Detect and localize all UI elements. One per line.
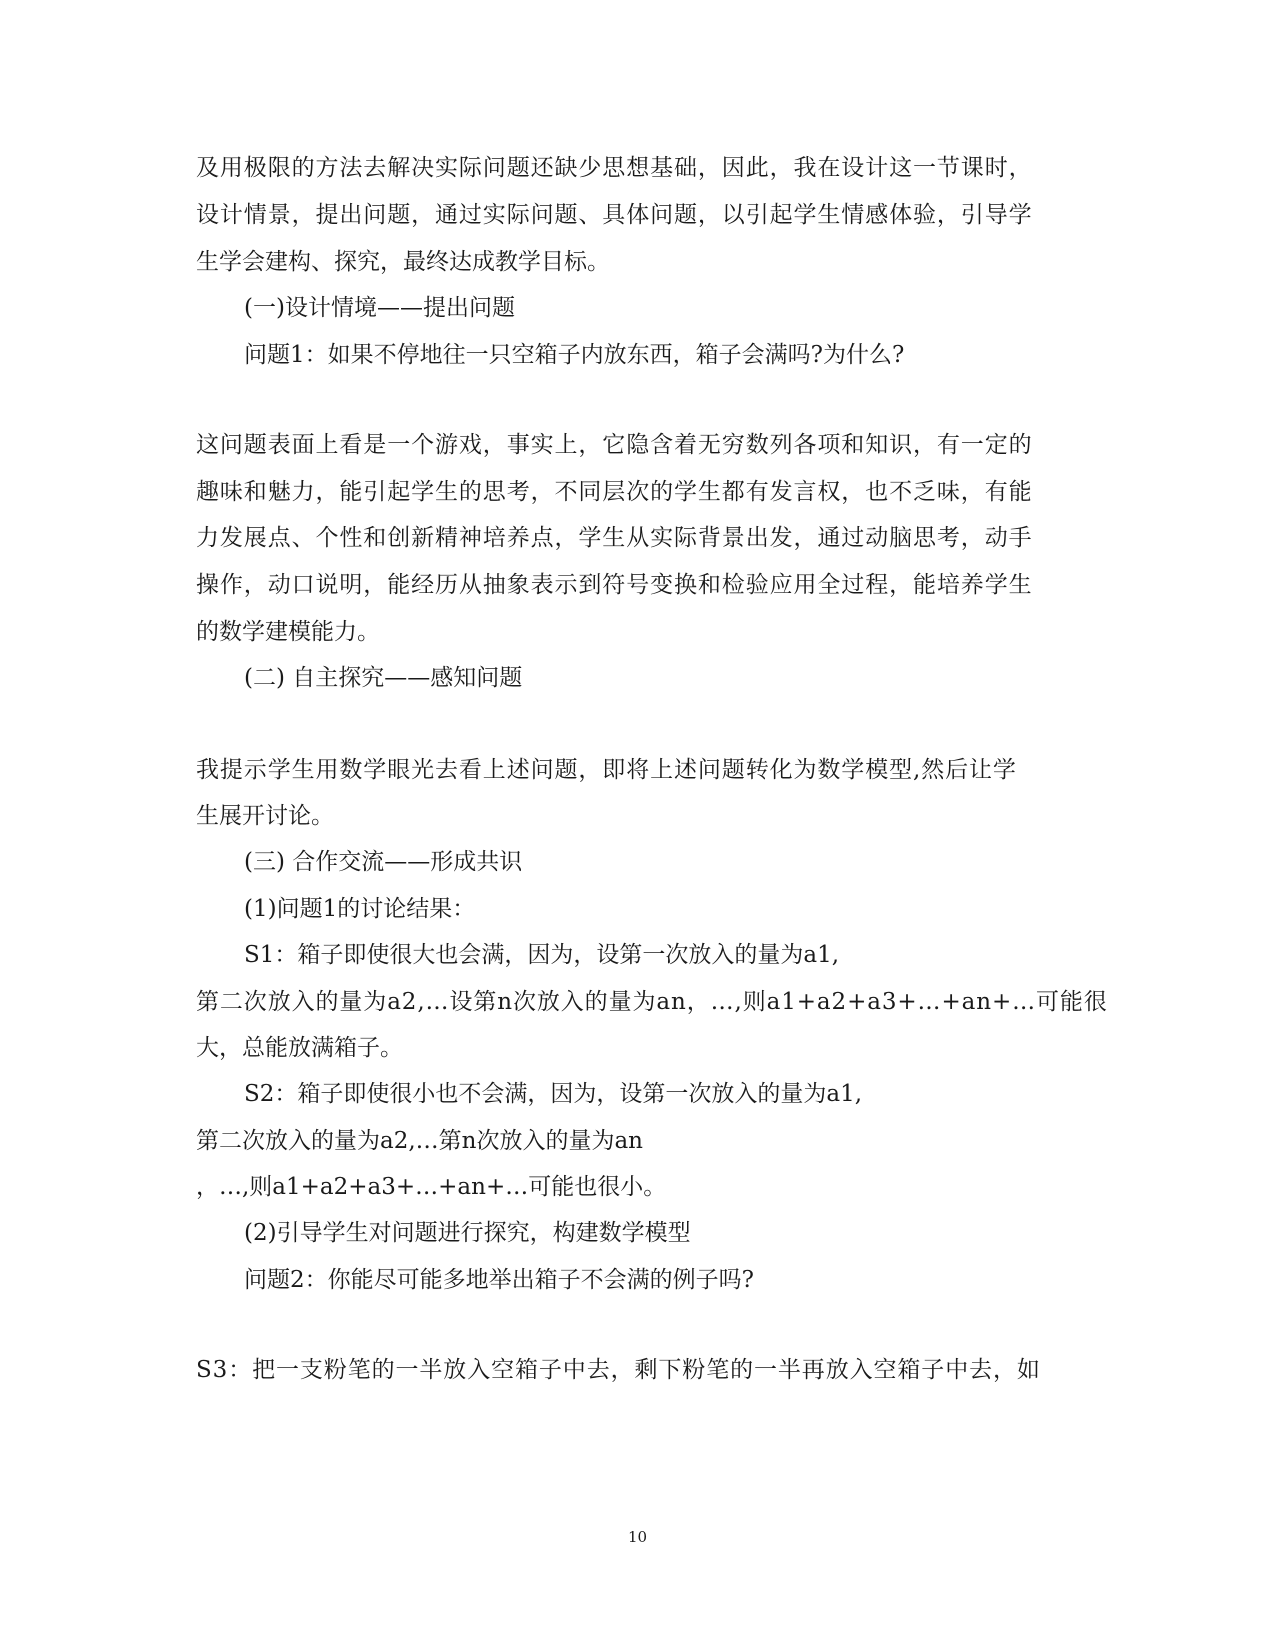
paragraph-line: 及用极限的方法去解决实际问题还缺少思想基础，因此，我在设计这一节课时，: [196, 155, 1033, 181]
paragraph-line: 趣味和魅力，能引起学生的思考，不同层次的学生都有发言权，也不乏味，有能: [196, 479, 1033, 505]
paragraph-line: S3：把一支粉笔的一半放入空箱子中去，剩下粉笔的一半再放入空箱子中去，如: [196, 1357, 1041, 1383]
subsection-heading: (2)引导学生对问题进行探究，构建数学模型: [244, 1220, 691, 1246]
paragraph-line: ，…,则a1+a2+a3+…+an+…可能也很小。: [196, 1174, 667, 1200]
paragraph-line: 生展开讨论。: [196, 803, 334, 829]
paragraph-line: 我提示学生用数学眼光去看上述问题，即将上述问题转化为数学模型,然后让学: [196, 757, 1017, 783]
paragraph-line: 设计情景，提出问题，通过实际问题、具体问题，以引起学生情感体验，引导学: [196, 202, 1033, 228]
paragraph-line: S1：箱子即使很大也会满，因为，设第一次放入的量为a1,: [244, 942, 840, 968]
paragraph-line: 生学会建构、探究，最终达成教学目标。: [196, 249, 610, 275]
question-line: 问题1：如果不停地往一只空箱子内放东西，箱子会满吗?为什么?: [244, 342, 905, 368]
paragraph-line: S2：箱子即使很小也不会满，因为，设第一次放入的量为a1,: [244, 1081, 863, 1107]
paragraph-line: 力发展点、个性和创新精神培养点，学生从实际背景出发，通过动脑思考，动手: [196, 525, 1033, 551]
section-heading: (二) 自主探究——感知问题: [244, 665, 523, 691]
question-line: 问题2：你能尽可能多地举出箱子不会满的例子吗?: [244, 1267, 754, 1293]
paragraph-line: 第二次放入的量为a2,…设第n次放入的量为an，…,则a1+a2+a3+…+an+…可能很: [196, 989, 1108, 1015]
section-heading: (一)设计情境——提出问题: [244, 295, 515, 321]
paragraph-line: 操作，动口说明，能经历从抽象表示到符号变换和检验应用全过程，能培养学生: [196, 572, 1033, 598]
section-heading: (三) 合作交流——形成共识: [244, 849, 523, 875]
page-number: 10: [627, 1528, 648, 1546]
paragraph-line: 大，总能放满箱子。: [196, 1035, 403, 1061]
paragraph-line: 这问题表面上看是一个游戏，事实上，它隐含着无穷数列各项和知识，有一定的: [196, 432, 1033, 458]
paragraph-line: 的数学建模能力。: [196, 619, 380, 645]
subsection-heading: (1)问题1的讨论结果：: [244, 896, 476, 922]
paragraph-line: 第二次放入的量为a2,…第n次放入的量为an: [196, 1128, 643, 1154]
